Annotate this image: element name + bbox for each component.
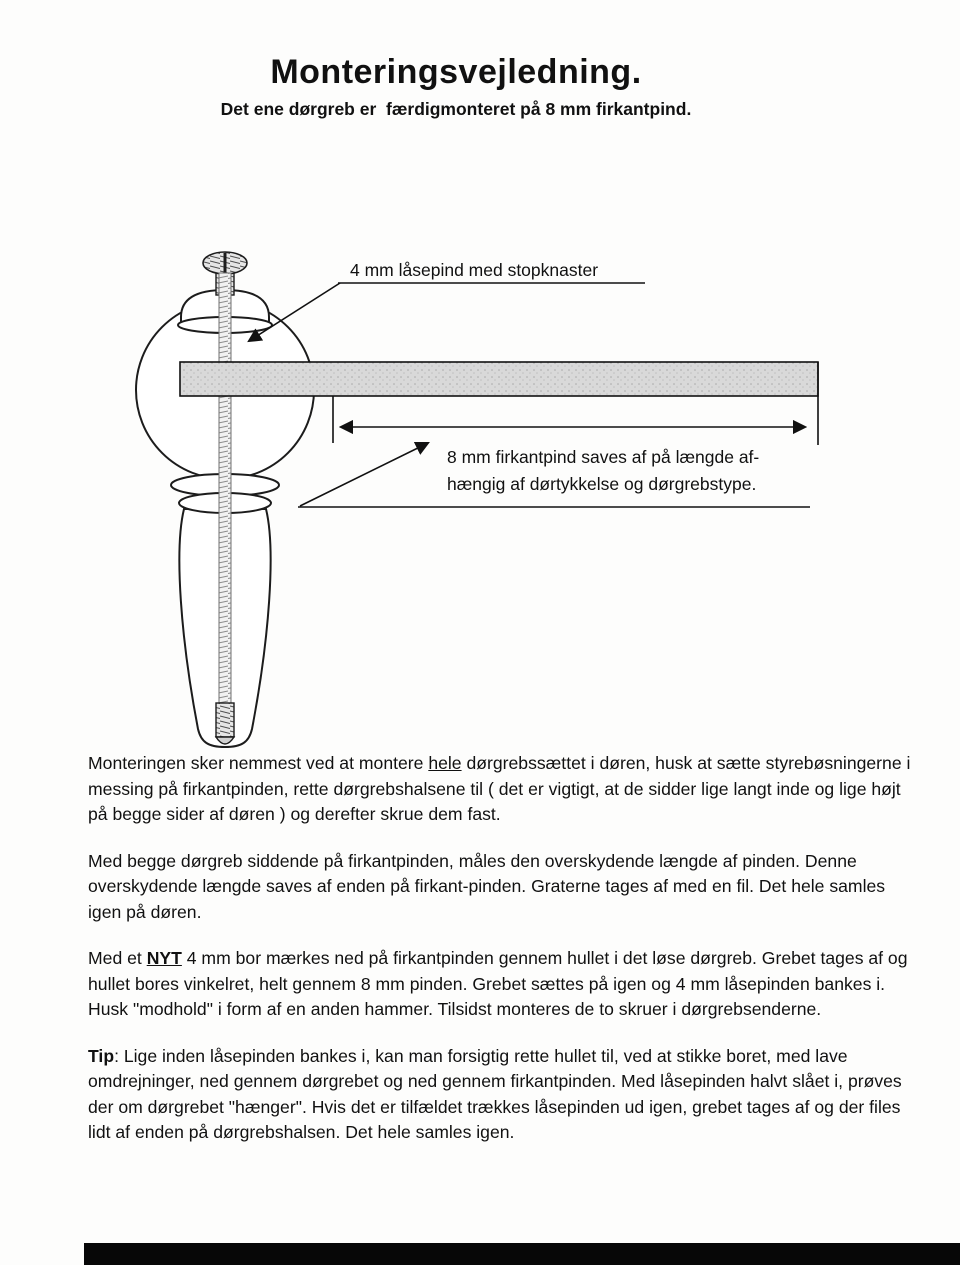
label-square-pin-line2: hængig af dørtykkelse og dørgrebstype. [447, 474, 757, 494]
paragraph-drilling-underlined-word: NYT [146, 948, 182, 968]
label-locking-pin: 4 mm låsepind med stopknaster [350, 260, 599, 280]
paragraph-mounting-post: dørgrebssættet i døren, husk at sætte styrebøsningerne i messing på firkantpinden, rette dørgrebshalsene til ( det er vigtigt, at de sidder lige langt inde og lige højt på begge sider af døren ) og derefter skrue dem fast. [88, 753, 911, 824]
paragraph-drilling-post: 4 mm bor mærkes ned på firkantpinden gennem hullet i det løse dørgreb. Grebet tages af og hullet bores vinkelret, helt gennem 8 mm pinden. Grebet sættes på igen og 4 mm låsepinden bankes i. Husk "modhold" i form af en anden hammer. Tilsidst monteres de to skruer i dørgrebsenderne. [88, 948, 908, 1019]
document-subtitle: Det ene dørgreb er færdigmonteret på 8 mm firkantpind. [220, 99, 692, 119]
bottom-screw [216, 703, 234, 744]
paragraph-mounting-pre: Monteringen sker nemmest ved at montere [88, 753, 429, 773]
paragraph-drilling-pre: Med et [88, 948, 147, 968]
paragraph-mounting [88, 751, 912, 828]
paragraph-tip-label: Tip [88, 1045, 115, 1066]
door-handle-diagram [0, 235, 960, 765]
through-rod [219, 273, 231, 733]
paragraph-drilling [88, 946, 912, 1023]
scan-bottom-bar [84, 1243, 960, 1265]
paragraph-measuring [88, 849, 912, 926]
document-title: Monteringsvejledning. [270, 52, 642, 91]
paragraph-tip-post: : Lige inden låsepinden bankes i, kan man forsigtig rette hullet til, ved at stikke boret, med lave omdrejninger, ned gennem dørgrebet og ned gennem firkantpinden. Med låsepinden halvt slået i, prøves der om dørgrebet "hænger". Hvis det er tilfældet trækkes låsepinden ud igen, grebet tages af og der files lidt af enden på dørgrebshalsen. Det hele samles igen. [88, 1045, 902, 1142]
paragraph-measuring-text: Med begge dørgreb siddende på firkantpinden, måles den overskydende længde af pinden. Denne overskydende længde saves af enden på firkant-pinden. Graterne tages af med en fil. Det hele samles igen på døren. [88, 850, 886, 922]
paragraph-mounting-underlined-word: hele [428, 753, 462, 773]
label-square-pin-arrow [300, 443, 428, 506]
door-handle-drawing [136, 252, 314, 747]
square-pin [180, 362, 818, 396]
label-square-pin-line1: 8 mm firkantpind saves af på længde af- [447, 447, 760, 467]
paragraph-tip [88, 1044, 912, 1146]
instructions [88, 751, 912, 1167]
